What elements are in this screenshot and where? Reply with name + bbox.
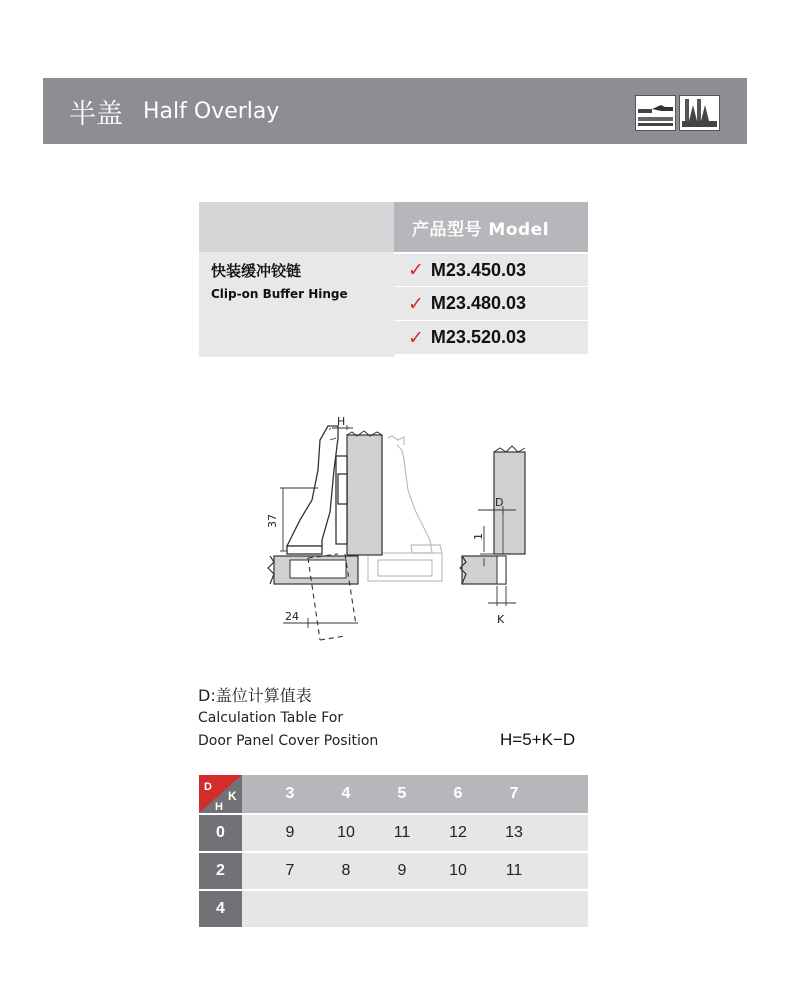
d-value: 8 — [341, 862, 351, 879]
label-37: 37 — [266, 514, 279, 528]
d-value: 10 — [337, 824, 355, 841]
product-name-zh: 快装缓冲铰链 — [211, 262, 302, 280]
corner-label-d: D — [204, 781, 212, 793]
d-value: 12 — [449, 824, 467, 841]
d-value: 11 — [393, 824, 411, 841]
d-value: 10 — [449, 862, 467, 879]
h-value: 4 — [199, 891, 242, 927]
d-value: 9 — [397, 862, 407, 879]
table-row — [199, 853, 588, 889]
product-name-en: Clip-on Buffer Hinge — [211, 287, 348, 301]
k-value: 4 — [341, 785, 351, 802]
dimension-k — [488, 586, 516, 606]
banner-title-en: Half Overlay — [143, 99, 280, 124]
corner-label-h: H — [215, 801, 223, 813]
table-row — [199, 815, 588, 851]
d-value: 9 — [285, 824, 295, 841]
k-value: 3 — [285, 785, 295, 802]
check-icon: ✓ — [408, 292, 424, 315]
label-d: D — [495, 496, 504, 509]
k-value: 5 — [397, 785, 407, 802]
label-24: 24 — [285, 610, 299, 623]
model-code: M23.450.03 — [430, 259, 526, 280]
check-icon: ✓ — [408, 326, 424, 349]
d-value: 11 — [505, 862, 523, 879]
header-model-cell: 产品型号 Model — [394, 202, 588, 252]
corner-cell — [199, 775, 242, 813]
h-value: 2 — [199, 853, 242, 889]
label-1: 1 — [472, 533, 485, 540]
model-code: M23.480.03 — [430, 293, 526, 313]
banner-title-zh: 半盖 — [69, 99, 123, 130]
calc-subtitle-line2: Door Panel Cover Position — [198, 733, 379, 749]
k-value: 7 — [509, 785, 519, 802]
h-value: 0 — [199, 815, 242, 851]
table-row — [199, 891, 588, 927]
hinge-arm — [287, 426, 347, 554]
calculation-table — [199, 775, 588, 929]
corner-label-k: K — [228, 789, 237, 803]
d-value: 7 — [285, 862, 295, 879]
right-door-panel — [460, 556, 506, 584]
model-code: M23.520.03 — [430, 327, 526, 347]
formula: H=5+K−D — [500, 730, 576, 749]
calc-table-header — [199, 775, 588, 813]
calc-title: D:盖位计算值表 — [198, 686, 312, 705]
door-panel — [268, 556, 358, 584]
cabinet-side-panel — [347, 435, 382, 555]
label-h: H — [337, 415, 346, 428]
check-icon: ✓ — [408, 259, 424, 281]
d-value: 13 — [505, 824, 523, 841]
calc-subtitle-line1: Calculation Table For — [198, 710, 344, 726]
k-value: 6 — [453, 785, 463, 802]
label-k: K — [497, 613, 505, 626]
